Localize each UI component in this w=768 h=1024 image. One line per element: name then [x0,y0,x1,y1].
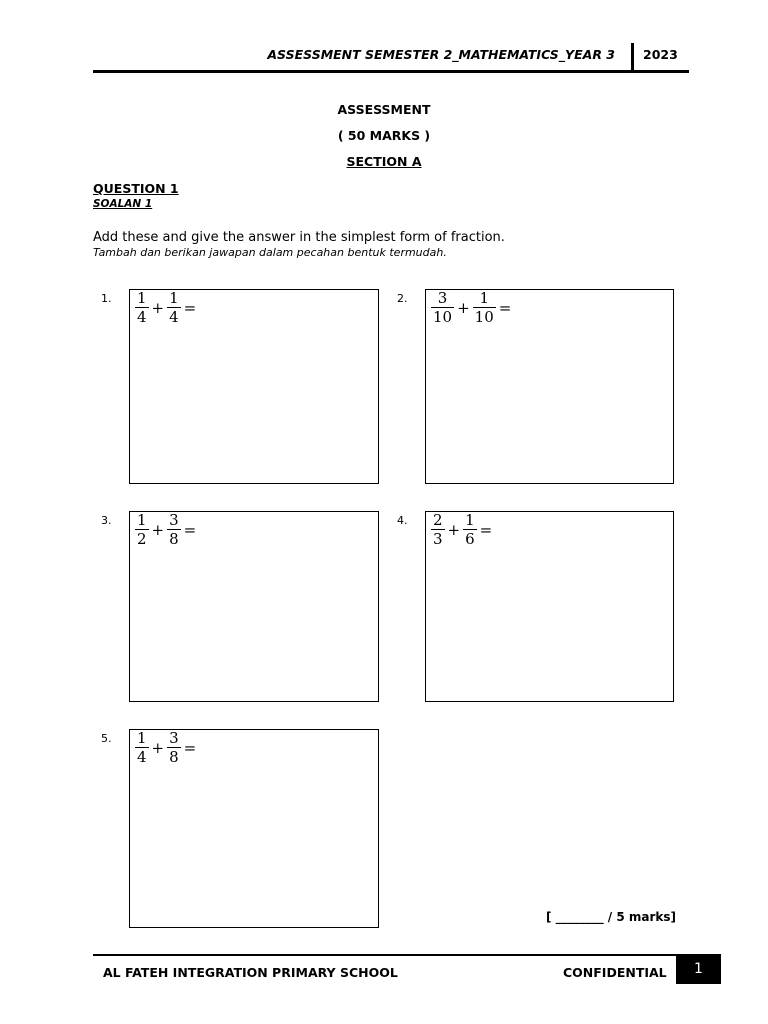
answer-box-2[interactable] [425,289,674,484]
answer-box-1[interactable] [129,289,379,484]
fraction: $\frac{1}{2}$ [137,511,147,548]
footer-rule [93,954,721,956]
fraction: $\frac{2}{3}$ [433,511,443,548]
question-title-malay: SOALAN 1 [93,198,153,210]
answer-box-3[interactable] [129,511,379,702]
item-number: 2. [397,292,408,305]
fraction-expression: $\frac{3}{10}$ + $\frac{1}{10}$ = [433,289,512,326]
answer-box-5[interactable] [129,729,379,928]
fraction: $\frac{3}{10}$ [433,289,453,326]
item-number: 4. [397,514,408,527]
school-name: AL FATEH INTEGRATION PRIMARY SCHOOL [103,965,398,980]
fraction: $\frac{1}{10}$ [474,289,494,326]
fraction: $\frac{1}{4}$ [137,729,147,766]
fraction-expression: $\frac{1}{4}$ + $\frac{3}{8}$ = [137,729,197,766]
fraction-expression: $\frac{1}{4}$ + $\frac{1}{4}$ = [137,289,197,326]
question-title: QUESTION 1 [93,181,179,196]
header-year: 2023 [643,47,678,62]
fraction: $\frac{1}{6}$ [465,511,475,548]
item-number: 5. [101,732,112,745]
fraction: $\frac{3}{8}$ [169,729,179,766]
header-divider [631,43,634,73]
fraction: $\frac{1}{4}$ [137,289,147,326]
item-number: 3. [101,514,112,527]
fraction: $\frac{1}{4}$ [169,289,179,326]
fraction: $\frac{3}{8}$ [169,511,179,548]
fraction-expression: $\frac{1}{2}$ + $\frac{3}{8}$ = [137,511,197,548]
header-rule [93,70,689,73]
instruction-malay: Tambah dan berikan jawapan dalam pecahan bentuk termudah. [93,246,447,259]
item-number: 1. [101,292,112,305]
page-number: 1 [676,955,721,984]
confidential-label: CONFIDENTIAL [563,965,667,980]
answer-box-4[interactable] [425,511,674,702]
assessment-title: ASSESSMENT [337,102,431,117]
fraction-expression: $\frac{2}{3}$ + $\frac{1}{6}$ = [433,511,493,548]
instruction: Add these and give the answer in the simplest form of fraction. [93,230,505,245]
section-title: SECTION A [346,154,422,169]
marks-label: [ ________ / 5 marks] [545,910,676,924]
header-title: ASSESSMENT SEMESTER 2_MATHEMATICS_YEAR 3 [267,47,615,62]
total-marks: ( 50 MARKS ) [337,128,431,143]
